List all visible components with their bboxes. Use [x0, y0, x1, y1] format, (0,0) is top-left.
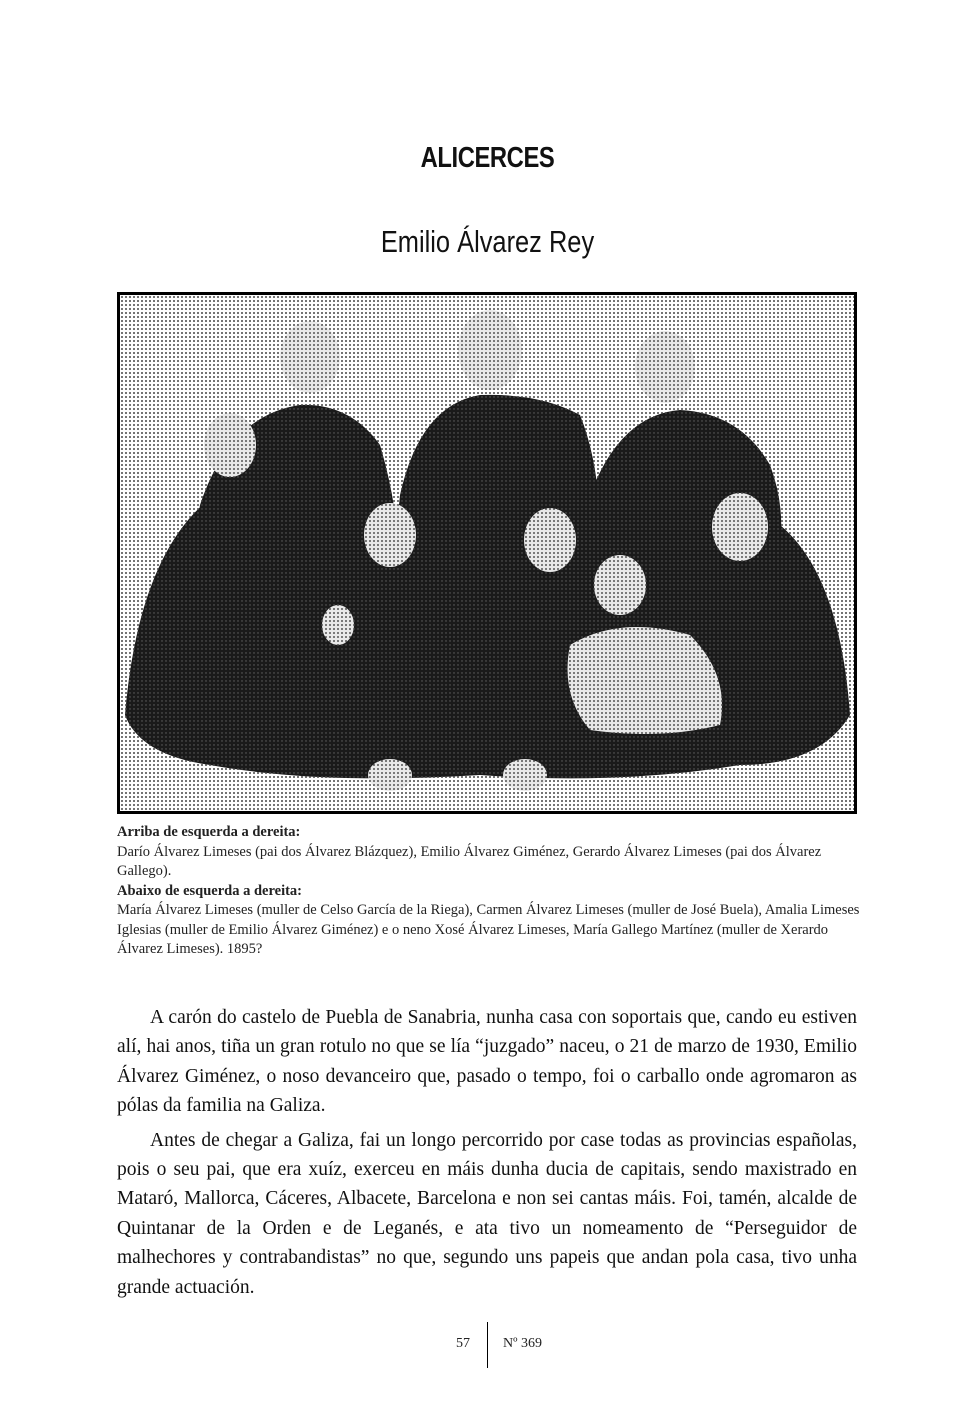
paragraph: A carón do castelo de Puebla de Sanabria, nunha casa con soportais que, cando eu estiven alí, hai anos, tiña un gran rotulo no que se lía “juzgado” naceu, o 21 de marzo de 1930, Emilio Álvarez Giménez, o noso devanceiro que, pasado o tempo, foi o carballo onde agromaron as pólas da familia na Galiza. — [117, 1007, 857, 1117]
page-footer — [0, 1320, 975, 1368]
family-photo-figures — [120, 295, 854, 811]
article-body — [117, 1003, 857, 1302]
author-name: Emilio Álvarez Rey — [380, 224, 595, 259]
caption-top-heading: Arriba de esquerda a dereita: — [117, 824, 301, 840]
issue-number: Nº 369 — [503, 1336, 542, 1351]
caption-bottom-text: María Álvarez Limeses (muller de Celso García de la Riega), Carmen Álvarez Limeses (muller de José Buela), Amalia Limeses Iglesias (muller de Emilio Álvarez Giménez) e o neno Xosé Álvarez Limeses, María Gallego Martínez (muller de Xerardo Álvarez Limeses). 1895? — [117, 902, 860, 957]
caption-top-text: Darío Álvarez Limeses (pai dos Álvarez Blázquez), Emilio Álvarez Giménez, Gerardo Álvarez Limeses (pai dos Álvarez Gallego). — [117, 843, 822, 879]
photo-caption — [117, 823, 867, 960]
footer-divider — [487, 1322, 488, 1368]
page-number: 57 — [456, 1336, 470, 1351]
section-title: ALICERCES — [420, 142, 555, 174]
paragraph: Antes de chegar a Galiza, fai un longo percorrido por case todas as provincias españolas, pois o seu pai, que era xuíz, exerceu en máis dunha ducia de capitais, sendo maxistrado en Mataró, Mallorca, Cáceres, Albacete, Barcelona e non sei cantas máis. Foi, tamén, alcalde de Quintanar de la Orden e de Leganés, e ata tivo un nomeamento de “Perseguidor de malhechores y contrabandistas” no que, segundo uns papeis que andan pola casa, tivo unha grande actuación. — [117, 1129, 857, 1298]
family-photo — [117, 292, 857, 814]
caption-bottom-heading: Abaixo de esquerda a dereita: — [117, 882, 303, 899]
